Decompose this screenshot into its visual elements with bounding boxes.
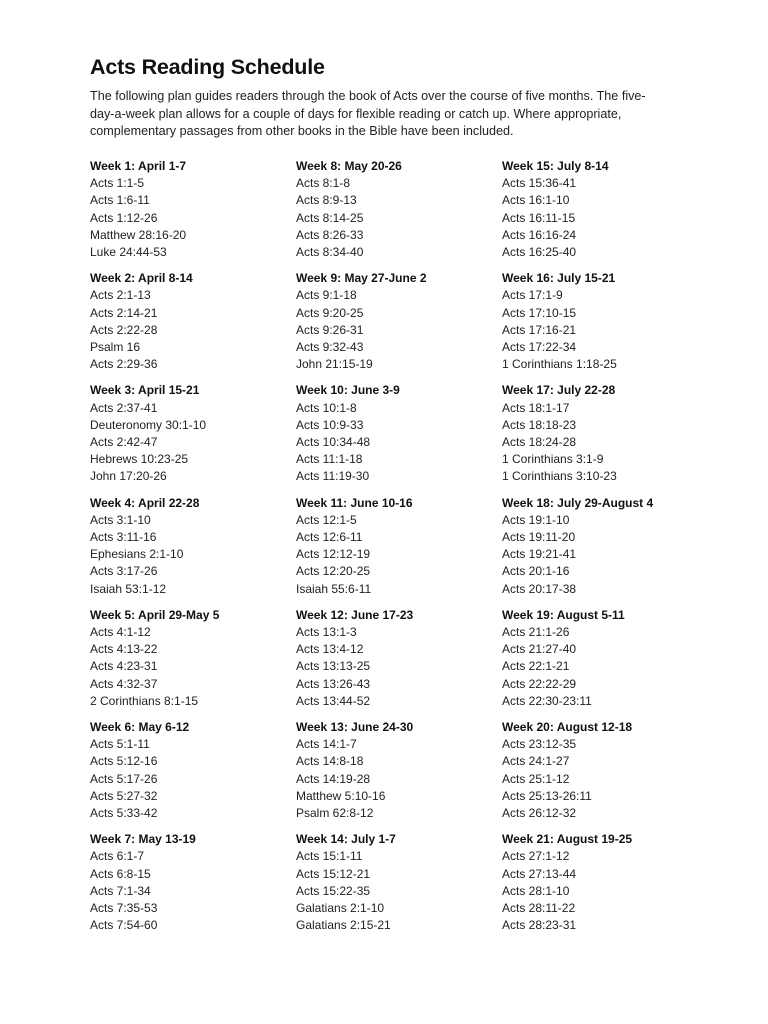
reading-item: 1 Corinthians 1:18-25 bbox=[502, 357, 617, 372]
reading-item: Acts 13:4-12 bbox=[296, 642, 364, 657]
document-page bbox=[90, 54, 690, 933]
reading-item: Acts 5:17-26 bbox=[90, 771, 158, 786]
reading-item: Acts 8:26-33 bbox=[296, 227, 364, 242]
reading-item: Acts 6:1-7 bbox=[90, 849, 145, 864]
reading-item: John 17:20-26 bbox=[90, 469, 167, 484]
reading-item: Acts 15:1-11 bbox=[296, 849, 363, 864]
week-title: Week 20: August 12-18 bbox=[502, 719, 633, 734]
week-block bbox=[502, 719, 708, 831]
reading-item: Acts 20:1-16 bbox=[502, 564, 570, 579]
reading-item: Acts 21:1-26 bbox=[502, 624, 570, 639]
reading-item: Acts 16:11-15 bbox=[502, 210, 576, 225]
reading-item: Acts 24:1-27 bbox=[502, 754, 570, 769]
week-block bbox=[90, 607, 296, 719]
reading-item: Acts 27:1-12 bbox=[502, 849, 570, 864]
week-title: Week 2: April 8-14 bbox=[90, 271, 193, 286]
reading-item: Acts 18:18-23 bbox=[502, 417, 577, 432]
reading-item: Acts 19:21-41 bbox=[502, 547, 577, 562]
week-title: Week 17: July 22-28 bbox=[502, 383, 616, 398]
reading-item: Acts 11:19-30 bbox=[296, 469, 370, 484]
reading-item: Acts 3:1-10 bbox=[90, 512, 151, 527]
reading-item: Acts 2:1-13 bbox=[90, 288, 151, 303]
week-title: Week 11: June 10-16 bbox=[296, 495, 413, 510]
reading-item: Acts 11:1-18 bbox=[296, 452, 363, 467]
reading-item: Acts 3:17-26 bbox=[90, 564, 158, 579]
reading-item: Acts 17:16-21 bbox=[502, 322, 577, 337]
week-title: Week 21: August 19-25 bbox=[502, 832, 633, 847]
reading-item: Acts 14:8-18 bbox=[296, 754, 364, 769]
week-title: Week 19: August 5-11 bbox=[502, 607, 625, 622]
reading-item: Acts 10:1-8 bbox=[296, 400, 357, 415]
reading-item: Acts 26:12-32 bbox=[502, 805, 577, 820]
reading-item: Acts 9:1-18 bbox=[296, 288, 357, 303]
reading-item: Acts 15:12-21 bbox=[296, 866, 371, 881]
reading-item: Acts 7:35-53 bbox=[90, 900, 158, 915]
week-block bbox=[502, 158, 708, 270]
reading-item: Acts 10:34-48 bbox=[296, 434, 371, 449]
reading-item: Acts 16:1-10 bbox=[502, 193, 570, 208]
reading-item: Isaiah 55:6-11 bbox=[296, 581, 372, 596]
reading-item: Acts 8:34-40 bbox=[296, 245, 364, 260]
reading-item: Acts 4:32-37 bbox=[90, 676, 158, 691]
week-title: Week 16: July 15-21 bbox=[502, 271, 616, 286]
reading-item: Ephesians 2:1-10 bbox=[90, 547, 184, 562]
reading-item: Acts 6:8-15 bbox=[90, 866, 151, 881]
reading-item: Isaiah 53:1-12 bbox=[90, 581, 167, 596]
reading-item: Hebrews 10:23-25 bbox=[90, 452, 189, 467]
reading-item: Galatians 2:1-10 bbox=[296, 900, 385, 915]
reading-item: 1 Corinthians 3:10-23 bbox=[502, 469, 617, 484]
week-title: Week 5: April 29-May 5 bbox=[90, 607, 220, 622]
reading-item: Deuteronomy 30:1-10 bbox=[90, 417, 207, 432]
reading-item: Acts 21:27-40 bbox=[502, 642, 577, 657]
reading-item: Acts 16:16-24 bbox=[502, 227, 577, 242]
reading-item: Psalm 16 bbox=[90, 340, 141, 354]
reading-item: Acts 2:37-41 bbox=[90, 400, 158, 415]
reading-item: Acts 3:11-16 bbox=[90, 529, 157, 544]
week-title: Week 1: April 1-7 bbox=[90, 159, 187, 173]
reading-item: Acts 9:32-43 bbox=[296, 340, 364, 354]
reading-item: Acts 7:1-34 bbox=[90, 883, 151, 898]
reading-item: Acts 2:29-36 bbox=[90, 357, 158, 372]
reading-item: Acts 17:1-9 bbox=[502, 288, 563, 303]
week-title: Week 3: April 15-21 bbox=[90, 383, 200, 398]
reading-item: Acts 8:14-25 bbox=[296, 210, 364, 225]
week-block bbox=[296, 382, 502, 494]
reading-item: Acts 9:26-31 bbox=[296, 322, 364, 337]
reading-item: Acts 2:22-28 bbox=[90, 322, 158, 337]
intro-paragraph: The following plan guides readers through the book of Acts over the course of five months. The five-day-a-week plan allows for a couple of days for flexible reading or catch up. Where appropriate, complementary passages from other books in the Bible have been included. bbox=[90, 89, 646, 138]
page-title: Acts Reading Schedule bbox=[90, 55, 325, 79]
reading-item: Acts 13:26-43 bbox=[296, 676, 371, 691]
week-block bbox=[502, 831, 708, 943]
week-block bbox=[90, 382, 296, 494]
schedule-grid bbox=[90, 158, 710, 943]
reading-item: Acts 1:12-26 bbox=[90, 210, 158, 225]
week-block bbox=[90, 158, 296, 270]
week-title: Week 10: June 3-9 bbox=[296, 383, 400, 398]
reading-item: Acts 12:12-19 bbox=[296, 547, 371, 562]
reading-item: Acts 22:22-29 bbox=[502, 676, 577, 691]
reading-item: Acts 18:24-28 bbox=[502, 434, 577, 449]
week-block bbox=[502, 495, 708, 607]
reading-item: Luke 24:44-53 bbox=[90, 245, 167, 260]
reading-item: John 21:15-19 bbox=[296, 357, 373, 372]
reading-item: Galatians 2:15-21 bbox=[296, 918, 391, 933]
reading-item: Acts 2:42-47 bbox=[90, 434, 158, 449]
reading-item: Acts 5:1-11 bbox=[90, 737, 150, 752]
reading-item: Psalm 62:8-12 bbox=[296, 805, 374, 820]
week-block bbox=[296, 719, 502, 831]
week-block bbox=[296, 158, 502, 270]
reading-item: Acts 5:33-42 bbox=[90, 805, 158, 820]
week-title: Week 18: July 29-August 4 bbox=[502, 495, 654, 510]
reading-item: Acts 22:1-21 bbox=[502, 659, 570, 674]
reading-item: Matthew 5:10-16 bbox=[296, 788, 386, 803]
reading-item: Acts 19:11-20 bbox=[502, 529, 576, 544]
week-block bbox=[90, 495, 296, 607]
reading-item: Acts 17:10-15 bbox=[502, 305, 577, 320]
reading-item: Acts 28:1-10 bbox=[502, 883, 570, 898]
week-block bbox=[90, 719, 296, 831]
week-block bbox=[90, 831, 296, 943]
reading-item: Acts 7:54-60 bbox=[90, 918, 158, 933]
reading-item: Acts 23:12-35 bbox=[502, 737, 577, 752]
reading-item: Acts 18:1-17 bbox=[502, 400, 570, 415]
reading-item: Acts 10:9-33 bbox=[296, 417, 364, 432]
reading-item: Acts 13:13-25 bbox=[296, 659, 371, 674]
reading-item: Acts 22:30-23:11 bbox=[502, 693, 592, 708]
reading-item: Acts 25:1-12 bbox=[502, 771, 570, 786]
reading-item: Acts 14:1-7 bbox=[296, 737, 357, 752]
reading-item: Acts 28:11-22 bbox=[502, 900, 576, 915]
reading-item: Acts 12:6-11 bbox=[296, 529, 363, 544]
week-title: Week 7: May 13-19 bbox=[90, 832, 196, 847]
reading-item: Acts 12:1-5 bbox=[296, 512, 357, 527]
week-block bbox=[296, 270, 502, 382]
week-title: Week 6: May 6-12 bbox=[90, 719, 190, 734]
week-block bbox=[502, 382, 708, 494]
reading-item: Acts 4:23-31 bbox=[90, 659, 158, 674]
reading-item: Acts 12:20-25 bbox=[296, 564, 371, 579]
reading-item: Acts 8:9-13 bbox=[296, 193, 357, 208]
reading-item: Acts 15:22-35 bbox=[296, 883, 371, 898]
reading-item: Acts 13:44-52 bbox=[296, 693, 371, 708]
week-title: Week 13: June 24-30 bbox=[296, 719, 414, 734]
week-title: Week 4: April 22-28 bbox=[90, 495, 200, 510]
week-title: Week 9: May 27-June 2 bbox=[296, 271, 427, 286]
reading-item: Acts 1:6-11 bbox=[90, 193, 150, 208]
week-block bbox=[296, 607, 502, 719]
reading-item: Acts 20:17-38 bbox=[502, 581, 577, 596]
week-block bbox=[502, 270, 708, 382]
reading-item: Acts 19:1-10 bbox=[502, 512, 570, 527]
reading-item: Acts 14:19-28 bbox=[296, 771, 371, 786]
week-block bbox=[502, 607, 708, 719]
week-block bbox=[296, 831, 502, 943]
reading-item: Acts 28:23-31 bbox=[502, 918, 577, 933]
reading-item: Acts 1:1-5 bbox=[90, 176, 145, 191]
reading-item: Acts 27:13-44 bbox=[502, 866, 577, 881]
reading-item: Matthew 28:16-20 bbox=[90, 227, 187, 242]
reading-item: Acts 4:13-22 bbox=[90, 642, 158, 657]
reading-item: Acts 15:36-41 bbox=[502, 176, 577, 191]
week-title: Week 15: July 8-14 bbox=[502, 159, 609, 173]
reading-item: Acts 2:14-21 bbox=[90, 305, 158, 320]
reading-item: Acts 5:27-32 bbox=[90, 788, 158, 803]
reading-item: 2 Corinthians 8:1-15 bbox=[90, 693, 199, 708]
reading-item: Acts 4:1-12 bbox=[90, 624, 151, 639]
reading-item: 1 Corinthians 3:1-9 bbox=[502, 452, 604, 467]
reading-item: Acts 8:1-8 bbox=[296, 176, 351, 191]
week-title: Week 12: June 17-23 bbox=[296, 607, 414, 622]
reading-item: Acts 16:25-40 bbox=[502, 245, 577, 260]
week-block bbox=[296, 495, 502, 607]
week-block bbox=[90, 270, 296, 382]
reading-item: Acts 25:13-26:11 bbox=[502, 788, 592, 803]
reading-item: Acts 5:12-16 bbox=[90, 754, 158, 769]
week-title: Week 14: July 1-7 bbox=[296, 832, 396, 847]
reading-item: Acts 13:1-3 bbox=[296, 624, 357, 639]
reading-item: Acts 17:22-34 bbox=[502, 340, 577, 354]
reading-item: Acts 9:20-25 bbox=[296, 305, 364, 320]
week-title: Week 8: May 20-26 bbox=[296, 159, 402, 173]
